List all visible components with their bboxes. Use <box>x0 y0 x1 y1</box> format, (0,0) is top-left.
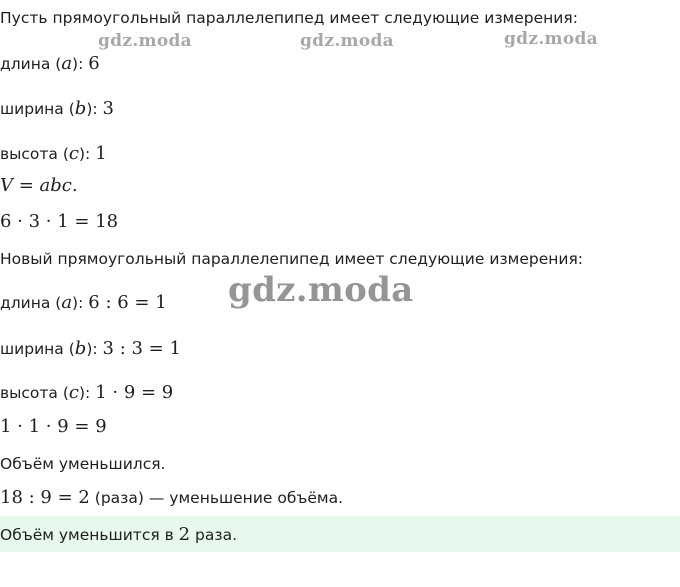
length-line <box>0 53 100 74</box>
intro-text: Пусть прямоугольный параллелепипед имеет следующие измерения: <box>0 9 578 27</box>
height-value: 1 <box>95 143 107 164</box>
formula-rhs: abc <box>39 175 72 196</box>
width-close: ): <box>86 100 98 118</box>
ratio-line <box>0 487 343 508</box>
formula-eq: = <box>13 175 40 196</box>
new-length-value: 6 : 6 = 1 <box>88 292 167 313</box>
new-length-variable: a <box>61 292 73 313</box>
new-intro-text: Новый прямоугольный параллелепипед имеет следующие измерения: <box>0 250 583 268</box>
width-variable: b <box>74 98 87 119</box>
new-length-label: длина ( <box>0 294 62 312</box>
new-height-close: ): <box>78 384 91 402</box>
new-width-variable: b <box>74 338 87 359</box>
width-label: ширина ( <box>0 100 75 118</box>
watermark: gdz.moda <box>228 270 414 310</box>
height-close: ): <box>78 145 91 163</box>
watermark: gdz.moda <box>504 29 598 49</box>
width-line <box>0 98 114 119</box>
new-width-value: 3 : 3 = 1 <box>102 338 181 359</box>
height-line <box>0 143 107 164</box>
new-height-label: высота ( <box>0 384 69 402</box>
width-value: 3 <box>102 98 114 119</box>
formula-lhs: V <box>0 175 13 196</box>
ratio-text: (раза) — уменьшение объёма. <box>89 489 344 507</box>
height-variable: c <box>68 143 79 164</box>
answer-suffix: раза. <box>190 526 238 544</box>
length-close: ): <box>72 55 84 73</box>
new-length-close: ): <box>72 294 84 312</box>
answer-prefix: Объём уменьшится в <box>0 526 179 544</box>
new-width-label: ширина ( <box>0 340 75 358</box>
new-height-variable: c <box>68 382 79 403</box>
watermark: gdz.moda <box>98 31 192 51</box>
ratio-math: 18 : 9 = 2 <box>0 487 90 508</box>
watermark: gdz.moda <box>300 31 394 51</box>
new-height-value: 1 · 9 = 9 <box>95 382 174 403</box>
length-label: длина ( <box>0 55 62 73</box>
formula-dot: . <box>71 175 78 196</box>
second-calculation: 1 · 1 · 9 = 9 <box>0 416 107 437</box>
new-height-line <box>0 382 173 403</box>
answer-value: 2 <box>178 524 191 545</box>
length-variable: a <box>61 53 73 74</box>
new-width-line <box>0 338 181 359</box>
answer-line <box>0 524 237 545</box>
volume-formula <box>0 175 78 196</box>
decrease-statement: Объём уменьшился. <box>0 455 166 473</box>
new-length-line <box>0 292 167 313</box>
height-label: высота ( <box>0 145 69 163</box>
length-value: 6 <box>88 53 100 74</box>
first-calculation: 6 · 3 · 1 = 18 <box>0 211 119 232</box>
new-width-close: ): <box>86 340 98 358</box>
